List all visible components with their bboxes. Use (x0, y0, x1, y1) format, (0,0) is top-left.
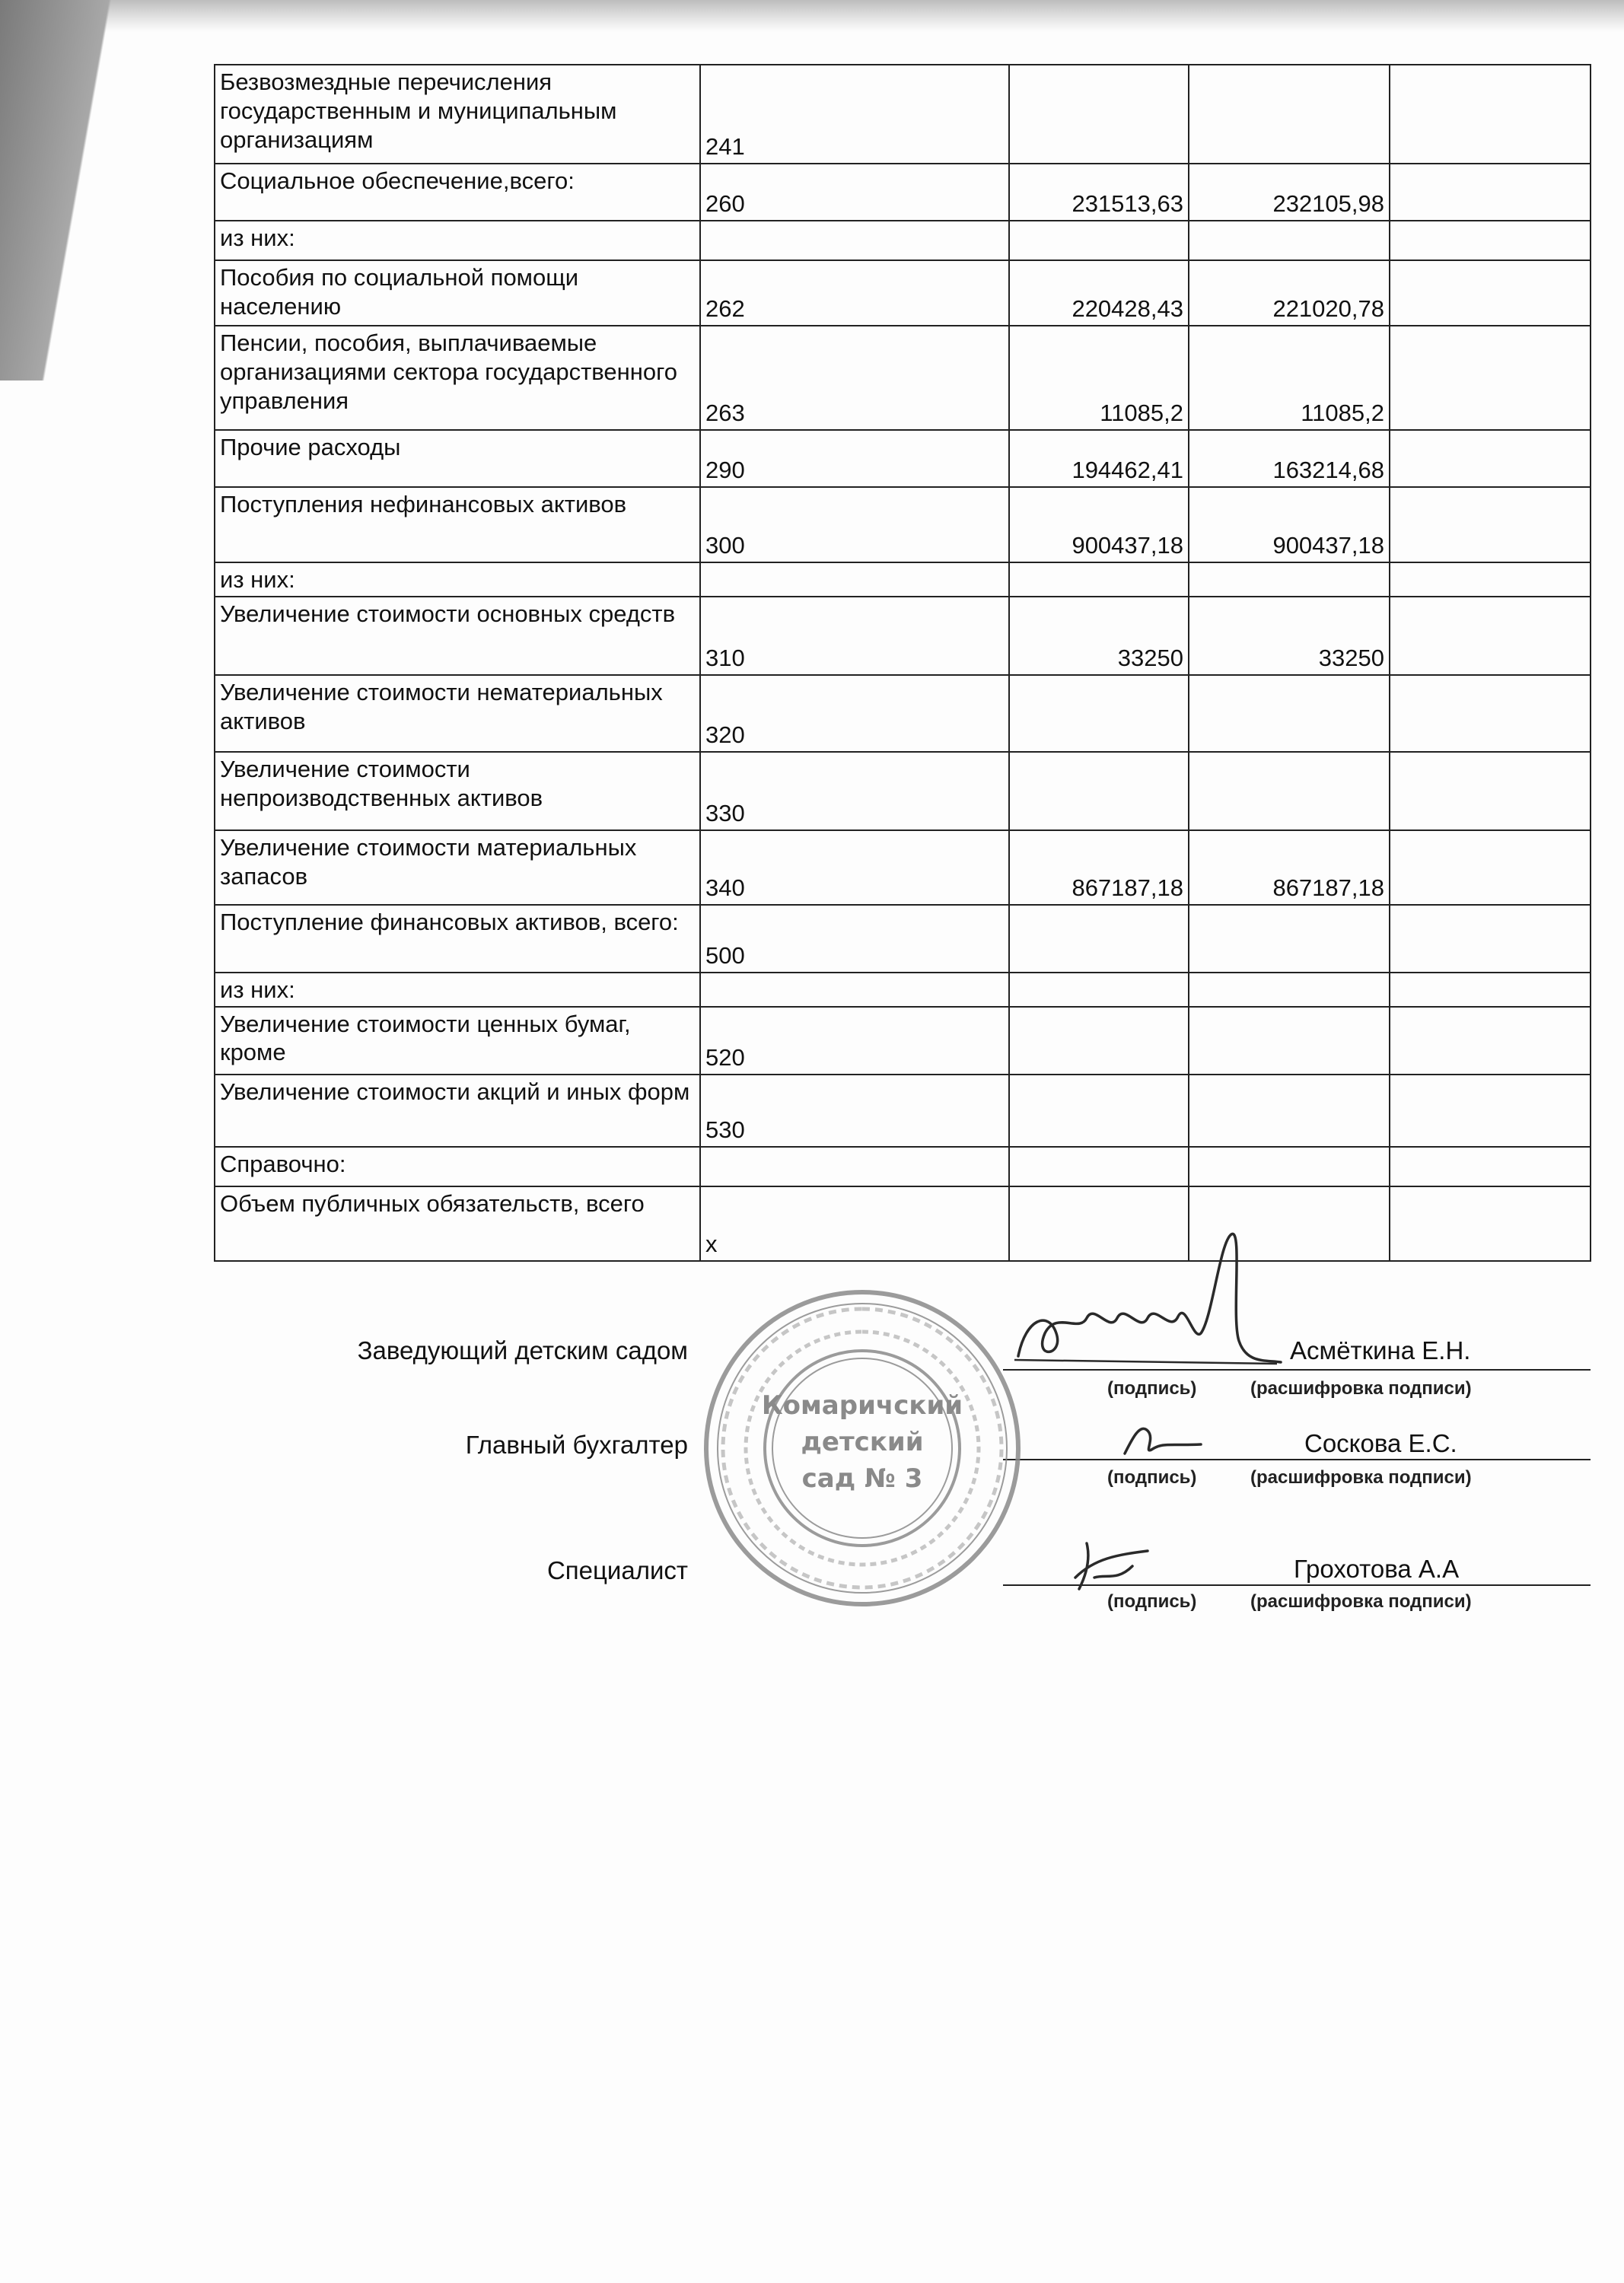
row-code (700, 973, 1009, 1007)
row-value-3 (1390, 221, 1591, 260)
row-value-1 (1009, 905, 1189, 973)
row-code: 320 (700, 675, 1009, 752)
row-name: Объем публичных обязательств, всего (215, 1186, 700, 1261)
row-value-1 (1009, 1147, 1189, 1186)
row-value-1: 867187,18 (1009, 830, 1189, 905)
row-value-3 (1390, 675, 1591, 752)
row-value-1: 11085,2 (1009, 326, 1189, 430)
row-name: Пенсии, пособия, выплачиваемые организациями сектора государственного управления (215, 326, 700, 430)
row-code: 241 (700, 65, 1009, 164)
head-caption-decode: (расшифровка подписи) (1250, 1378, 1472, 1399)
row-name: Увеличение стоимости ценных бумаг, кроме (215, 1007, 700, 1075)
row-name: Увеличение стоимости непроизводственных активов (215, 752, 700, 830)
row-value-3 (1390, 830, 1591, 905)
svg-text:детский: детский (801, 1427, 924, 1457)
row-value-1: 194462,41 (1009, 430, 1189, 487)
specialist-caption-sign: (подпись) (1107, 1591, 1197, 1612)
row-value-3 (1390, 973, 1591, 1007)
row-name: из них: (215, 973, 700, 1007)
row-value-2 (1189, 675, 1390, 752)
row-value-3 (1390, 597, 1591, 675)
row-value-3 (1390, 326, 1591, 430)
row-code: 290 (700, 430, 1009, 487)
table-row (215, 675, 1591, 752)
row-name: Пособия по социальной помощи населению (215, 260, 700, 326)
row-name: Увеличение стоимости основных средств (215, 597, 700, 675)
row-value-2 (1189, 1186, 1390, 1261)
table-row (215, 487, 1591, 562)
row-code (700, 562, 1009, 597)
row-name: Поступление финансовых активов, всего: (215, 905, 700, 973)
row-value-1: 33250 (1009, 597, 1189, 675)
row-value-3 (1390, 487, 1591, 562)
table-row (215, 164, 1591, 221)
scan-shadow-top (0, 0, 1624, 32)
head-caption-sign: (подпись) (1107, 1378, 1197, 1399)
specialist-role-label: Специалист (546, 1556, 688, 1584)
head-name: Асмёткина Е.Н. (1290, 1336, 1471, 1364)
row-value-3 (1390, 164, 1591, 221)
row-value-1 (1009, 752, 1189, 830)
table-row (215, 597, 1591, 675)
svg-text:сад № 3: сад № 3 (801, 1463, 923, 1494)
table-row (215, 260, 1591, 326)
accountant-role-label: Главный бухгалтер (465, 1431, 688, 1459)
row-name: Социальное обеспечение,всего: (215, 164, 700, 221)
row-value-3 (1390, 65, 1591, 164)
row-value-2: 900437,18 (1189, 487, 1390, 562)
table-row (215, 1147, 1591, 1186)
row-code: 260 (700, 164, 1009, 221)
row-value-3 (1390, 1007, 1591, 1075)
row-value-2 (1189, 221, 1390, 260)
specialist-signature-line (1003, 1584, 1591, 1586)
row-value-1 (1009, 973, 1189, 1007)
row-value-2: 867187,18 (1189, 830, 1390, 905)
row-value-2: 11085,2 (1189, 326, 1390, 430)
table-row (215, 562, 1591, 597)
row-name: Увеличение стоимости нематериальных активов (215, 675, 700, 752)
scan-shadow-edge (0, 0, 175, 380)
row-value-1 (1009, 221, 1189, 260)
accountant-signature-icon (1117, 1415, 1208, 1461)
row-value-1 (1009, 1186, 1189, 1261)
row-value-1 (1009, 1075, 1189, 1147)
expenses-table (214, 64, 1591, 1262)
table-body (215, 65, 1591, 1261)
row-name: Безвозмездные перечисления государственным и муниципальным организациям (215, 65, 700, 164)
row-value-2 (1189, 562, 1390, 597)
row-value-2 (1189, 1147, 1390, 1186)
row-value-2: 221020,78 (1189, 260, 1390, 326)
svg-text:Комаричский: Комаричский (761, 1390, 963, 1421)
row-value-1 (1009, 1007, 1189, 1075)
table-row (215, 752, 1591, 830)
table-row (215, 905, 1591, 973)
table-row (215, 1007, 1591, 1075)
row-code: 262 (700, 260, 1009, 326)
row-value-1: 900437,18 (1009, 487, 1189, 562)
row-value-1: 220428,43 (1009, 260, 1189, 326)
row-value-3 (1390, 752, 1591, 830)
specialist-caption-decode: (расшифровка подписи) (1250, 1591, 1472, 1612)
table-row (215, 973, 1591, 1007)
accountant-caption-sign: (подпись) (1107, 1467, 1197, 1488)
row-value-2: 232105,98 (1189, 164, 1390, 221)
row-value-3 (1390, 1186, 1591, 1261)
row-value-3 (1390, 905, 1591, 973)
row-value-2 (1189, 65, 1390, 164)
row-code: 530 (700, 1075, 1009, 1147)
row-name: Справочно: (215, 1147, 700, 1186)
row-code (700, 221, 1009, 260)
row-code: 520 (700, 1007, 1009, 1075)
specialist-signature-icon (1064, 1536, 1163, 1597)
row-value-1 (1009, 675, 1189, 752)
row-value-2: 33250 (1189, 597, 1390, 675)
row-value-3 (1390, 562, 1591, 597)
row-value-2: 163214,68 (1189, 430, 1390, 487)
head-role-label: Заведующий детским садом (357, 1336, 688, 1364)
row-code: 500 (700, 905, 1009, 973)
row-value-3 (1390, 260, 1591, 326)
accountant-signature-line (1003, 1459, 1591, 1460)
round-stamp-icon (699, 1285, 1026, 1612)
row-value-2 (1189, 973, 1390, 1007)
table-row (215, 1075, 1591, 1147)
row-name: Увеличение стоимости материальных запасов (215, 830, 700, 905)
row-code: 300 (700, 487, 1009, 562)
row-code (700, 1147, 1009, 1186)
row-name: Поступления нефинансовых активов (215, 487, 700, 562)
table-row (215, 65, 1591, 164)
row-name: из них: (215, 221, 700, 260)
row-code: 340 (700, 830, 1009, 905)
table-row (215, 326, 1591, 430)
row-value-3 (1390, 1147, 1591, 1186)
row-value-2 (1189, 905, 1390, 973)
row-name: из них: (215, 562, 700, 597)
row-value-1 (1009, 65, 1189, 164)
row-value-1 (1009, 562, 1189, 597)
row-code: 310 (700, 597, 1009, 675)
row-name: Прочие расходы (215, 430, 700, 487)
row-code: х (700, 1186, 1009, 1261)
accountant-name: Соскова Е.С. (1304, 1429, 1457, 1457)
row-name: Увеличение стоимости акций и иных форм (215, 1075, 700, 1147)
head-signature-line (1003, 1369, 1591, 1371)
accountant-caption-decode: (расшифровка подписи) (1250, 1467, 1472, 1488)
table-row (215, 1186, 1591, 1261)
row-value-3 (1390, 430, 1591, 487)
table-row (215, 830, 1591, 905)
row-code: 330 (700, 752, 1009, 830)
row-value-2 (1189, 1075, 1390, 1147)
row-value-2 (1189, 752, 1390, 830)
table-row (215, 221, 1591, 260)
row-value-3 (1390, 1075, 1591, 1147)
table-row (215, 430, 1591, 487)
row-value-1: 231513,63 (1009, 164, 1189, 221)
specialist-name: Грохотова А.А (1294, 1555, 1460, 1583)
row-value-2 (1189, 1007, 1390, 1075)
row-code: 263 (700, 326, 1009, 430)
